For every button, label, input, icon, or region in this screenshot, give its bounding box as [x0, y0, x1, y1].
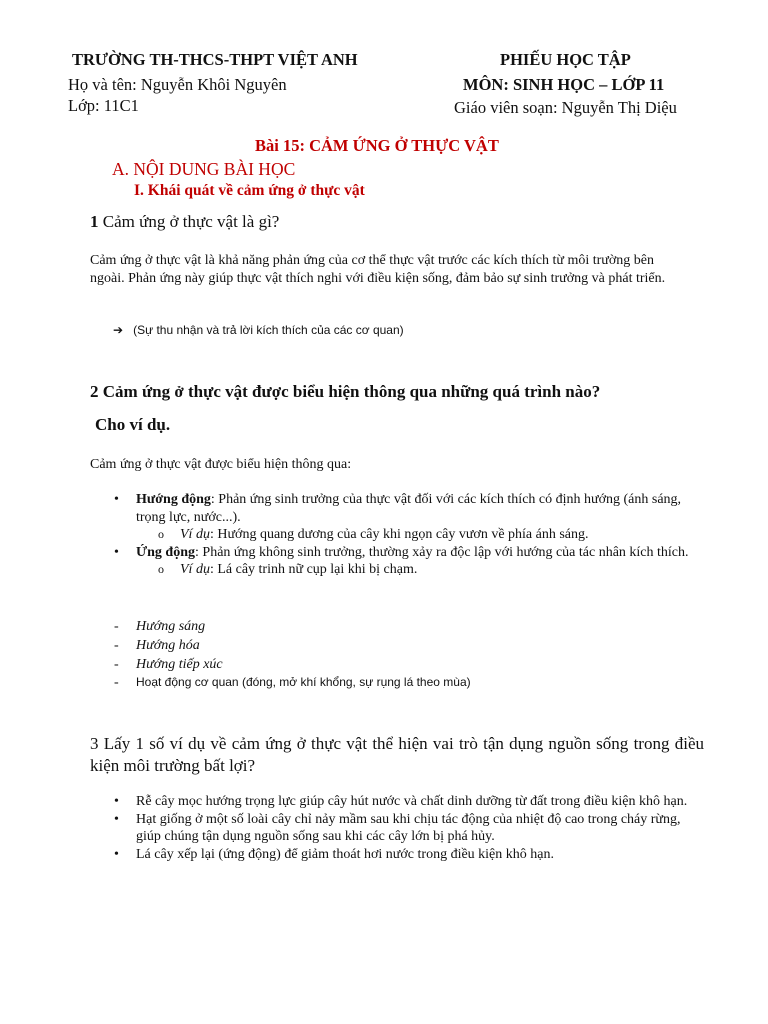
answer-2-intro: Cảm ứng ở thực vật được biểu hiện thông qua: — [90, 457, 352, 472]
example-item — [90, 561, 690, 579]
term: Hướng động — [136, 492, 211, 507]
question-3 — [90, 733, 704, 776]
sub-bullet-icon: o — [158, 527, 164, 541]
hinh-thuc-list — [90, 491, 690, 579]
description: : Phản ứng sinh trưởng của thực vật đối với các kích thích có định hướng (ánh sáng, trọng lực, nước...). — [136, 492, 682, 525]
dash-icon: - — [114, 675, 119, 690]
bullet-icon: • — [114, 811, 119, 827]
example-label: Ví dụ — [180, 527, 210, 542]
list-item — [90, 544, 690, 562]
question-text: Cảm ứng ở thực vật là gì? — [98, 212, 280, 231]
list-item — [90, 655, 690, 674]
dash-item-text: Hoạt động cơ quan (đóng, mở khí khổng, sự rụng lá theo mùa) — [136, 675, 471, 689]
description: : Phản ứng không sinh trưởng, thường xảy ra độc lập với hướng của tác nhân kích thích. — [195, 544, 689, 560]
school-name: TRƯỜNG TH-THCS-THPT VIỆT ANH — [72, 50, 358, 69]
student-name: Họ và tên: Nguyễn Khôi Nguyên — [68, 75, 287, 94]
list-item — [90, 636, 690, 655]
note-text: (Sự thu nhận và trả lời kích thích của các cơ quan) — [133, 323, 404, 337]
list-item — [90, 793, 690, 811]
list-item-text: Hạt giống ở một số loài cây chỉ nảy mầm sau khi chịu tác động của nhiệt độ cao trong cháy rừng, giúp chúng tận dụng nguồn sống sau khi các cây lớn bị phá hủy. — [136, 811, 681, 844]
example-list — [90, 793, 690, 863]
question-2-line2: Cho ví dụ. — [95, 415, 171, 434]
question-number: 1 — [90, 212, 99, 231]
question-number: 3 — [90, 734, 99, 753]
dash-icon: - — [114, 619, 119, 634]
dash-item-text: Hướng hóa — [136, 638, 200, 653]
list-item — [90, 846, 690, 864]
sheet-title: PHIẾU HỌC TẬP — [500, 50, 631, 69]
sub-bullet-icon: o — [158, 562, 164, 576]
term: Ứng động — [136, 544, 196, 560]
example-text: : Lá cây trinh nữ cụp lại khi bị chạm. — [209, 562, 418, 577]
note-line — [113, 322, 404, 338]
arrow-icon: ➔ — [113, 323, 124, 337]
subject-line: MÔN: SINH HỌC – LỚP 11 — [463, 75, 665, 94]
answer-1: Cảm ứng ở thực vật là khả năng phản ứng của cơ thể thực vật trước các kích thích từ môi trường bên ngoài. Phản ứng này giúp thực vật thích nghi với điều kiện sống, đảm bảo sự sinh trưởng và phát triển. — [90, 253, 666, 286]
list-item — [90, 674, 690, 692]
section-heading: A. NỘI DUNG BÀI HỌC — [112, 159, 296, 179]
question-number: 2 — [90, 382, 99, 401]
list-item-text: Rễ cây mọc hướng trọng lực giúp cây hút nước và chất dinh dưỡng từ đất trong điều kiện khô hạn. — [136, 794, 688, 809]
example-label: Ví dụ — [180, 562, 210, 577]
list-item — [90, 491, 690, 526]
question-2 — [90, 381, 600, 403]
dash-item-text: Hướng tiếp xúc — [136, 657, 223, 672]
teacher-line: Giáo viên soạn: Nguyễn Thị Diệu — [454, 98, 677, 117]
bullet-icon: • — [114, 794, 119, 809]
question-1 — [90, 211, 279, 233]
example-item — [90, 526, 690, 544]
list-item — [90, 617, 690, 636]
bullet-icon: • — [114, 846, 119, 862]
dash-icon: - — [114, 638, 119, 653]
subsection-heading: I. Khái quát về cảm ứng ở thực vật — [134, 182, 365, 199]
example-text: : Hướng quang dương của cây khi ngọn cây vươn về phía ánh sáng. — [209, 527, 589, 542]
bullet-icon: • — [114, 544, 119, 560]
question-text: Cảm ứng ở thực vật được biểu hiện thông qua những quá trình nào? — [98, 382, 601, 401]
list-item-text: Lá cây xếp lại (ứng động) để giảm thoát hơi nước trong điều kiện khô hạn. — [136, 846, 554, 862]
dash-icon: - — [114, 657, 119, 672]
question-text: Lấy 1 số ví dụ về cảm ứng ở thực vật thể hiện vai trò tận dụng nguồn sống trong điều kiện môi trường bất lợi? — [90, 734, 704, 775]
bullet-icon: • — [114, 492, 119, 507]
dash-list — [90, 617, 690, 692]
lesson-title: Bài 15: CẢM ỨNG Ở THỰC VẬT — [255, 136, 499, 155]
student-class: Lớp: 11C1 — [68, 96, 139, 115]
dash-item-text: Hướng sáng — [136, 619, 206, 634]
list-item — [90, 811, 690, 846]
